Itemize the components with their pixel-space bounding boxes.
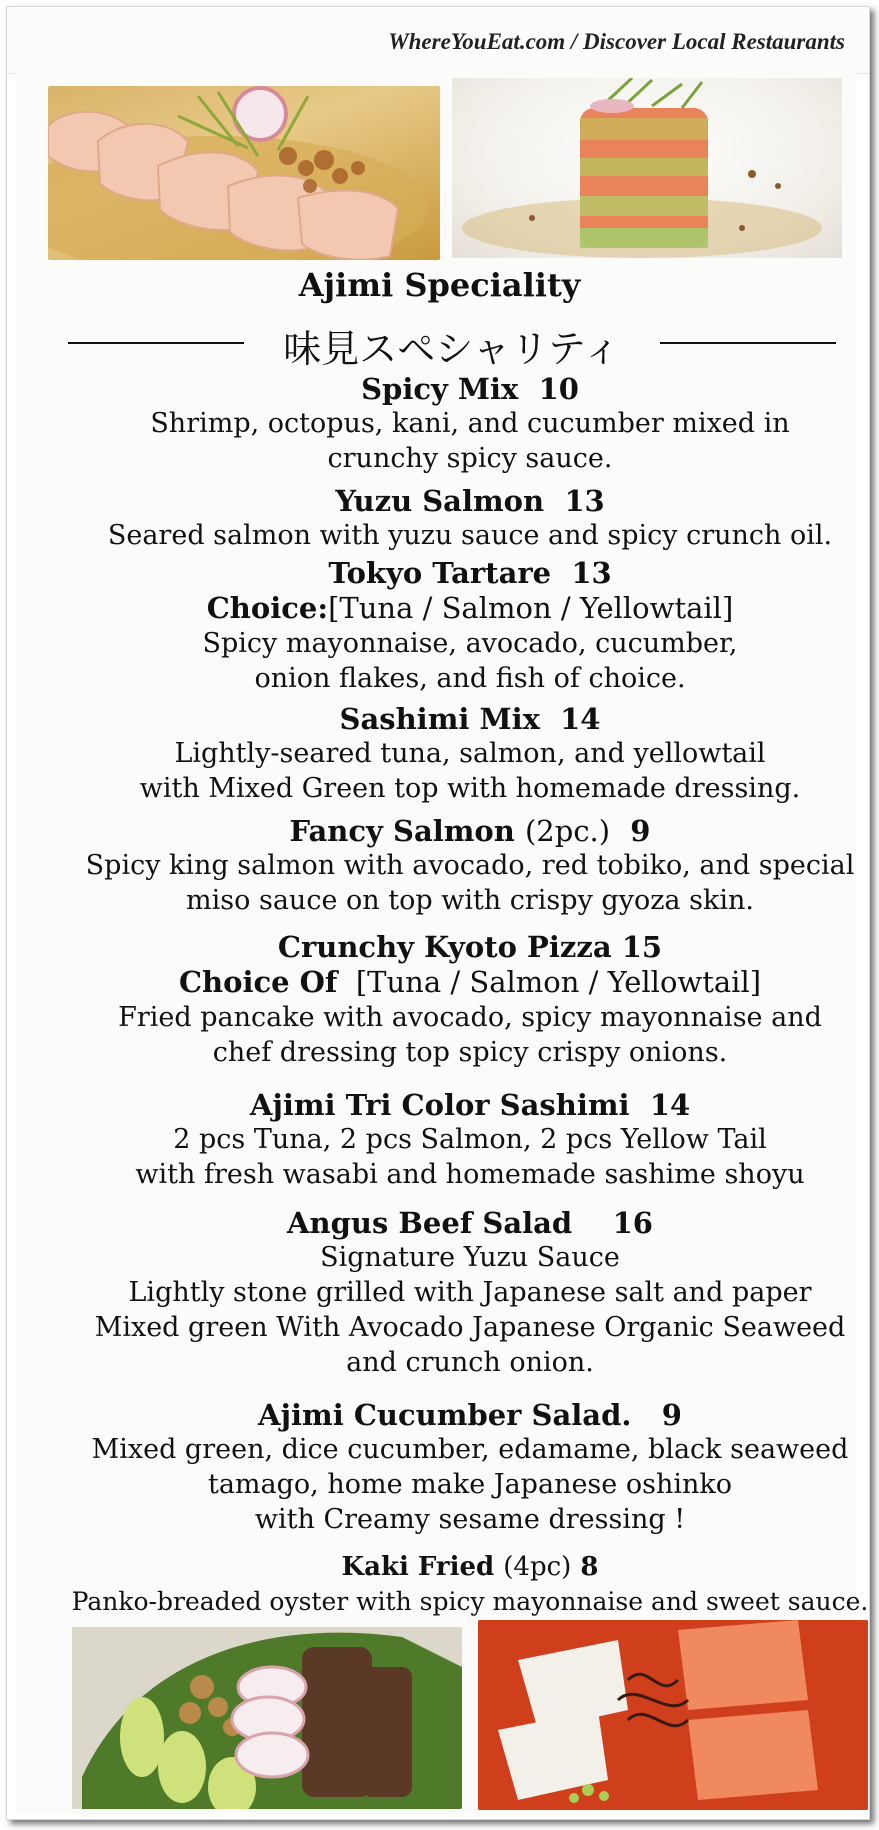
item-description: Seared salmon with yuzu sauce and spicy crunch oil. — [107, 520, 833, 551]
item-description: Signature Yuzu Sauce Lightly stone grilled with Japanese salt and paper Mixed green With Avocado Japanese Organic Seaweed and crunch onion. — [94, 1242, 846, 1378]
site-header-title[interactable]: WhereYouEat.com / Discover Local Restaurants — [388, 29, 845, 54]
item-name: Tokyo Tartare 13 — [328, 556, 612, 590]
item-price: 9 — [630, 814, 651, 848]
menu-item — [70, 372, 870, 476]
item-description: Mixed green, dice cucumber, edamame, black seaweed tamago, home make Japanese oshinko with Creamy sesame dressing ! — [91, 1434, 849, 1535]
item-description: Fried pancake with avocado, spicy mayonnaise and chef dressing top spicy crispy onions. — [118, 1002, 822, 1068]
beef-salad-photo — [72, 1627, 462, 1809]
item-description: Lightly-seared tuna, salmon, and yellowtail with Mixed Green top with homemade dressing. — [139, 738, 801, 804]
item-price: 10 — [538, 372, 579, 406]
item-quantity: (4pc) — [503, 1552, 572, 1582]
item-description: Panko-breaded oyster with spicy mayonnaise and sweet sauce. — [71, 1587, 869, 1616]
item-name: Spicy Mix 10 — [361, 372, 579, 406]
item-price: 14 — [649, 1088, 691, 1122]
menu-item — [70, 1398, 870, 1537]
item-price: 15 — [621, 930, 663, 964]
item-price: 8 — [580, 1552, 599, 1582]
menu-item — [70, 930, 870, 1070]
menu-item — [70, 702, 870, 806]
item-price: 13 — [564, 484, 605, 518]
section-title: Ajimi Speciality — [298, 266, 581, 304]
site-header-bar — [7, 7, 869, 74]
item-name: Yuzu Salmon 13 — [335, 484, 605, 518]
item-name: Kaki Fried (4pc) 8 — [341, 1552, 599, 1582]
item-price: 13 — [571, 556, 612, 590]
menu-item — [70, 484, 870, 553]
item-description: 2 pcs Tuna, 2 pcs Salmon, 2 pcs Yellow Tail with fresh wasabi and homemade sashime shoyu — [135, 1124, 805, 1190]
menu-item — [70, 556, 870, 696]
item-name: Sashimi Mix 14 — [339, 702, 601, 736]
seared-salmon-photo — [48, 86, 440, 260]
title-rule-right — [660, 342, 836, 344]
item-name: Angus Beef Salad 16 — [287, 1206, 653, 1240]
item-choice: Choice Of [Tuna / Salmon / Yellowtail] — [178, 965, 762, 999]
item-choice: Choice:[Tuna / Salmon / Yellowtail] — [206, 591, 734, 625]
item-description: Spicy king salmon with avocado, red tobiko, and special miso sauce on top with crispy gyoza skin. — [85, 850, 855, 916]
item-name: Ajimi Tri Color Sashimi 14 — [249, 1088, 691, 1122]
item-name: Fancy Salmon (2pc.) 9 — [289, 814, 651, 848]
item-price: 9 — [661, 1398, 682, 1432]
item-name: Crunchy Kyoto Pizza 15 — [277, 930, 663, 964]
item-name: Ajimi Cucumber Salad. 9 — [258, 1398, 682, 1432]
menu-item — [70, 1550, 870, 1619]
sashimi-bowl-photo — [478, 1620, 868, 1810]
title-rule-left — [68, 342, 244, 344]
section-title-jp: 味見スペシャリティ — [283, 327, 621, 371]
item-price: 14 — [560, 702, 601, 736]
item-price: 16 — [612, 1206, 653, 1240]
menu-item — [70, 1206, 870, 1380]
item-description: Spicy mayonnaise, avocado, cucumber, onion flakes, and fish of choice. — [202, 628, 738, 694]
section-title-jp-row — [66, 318, 836, 370]
item-quantity: (2pc.) — [524, 814, 611, 848]
menu-item — [70, 1088, 870, 1192]
tartare-tower-photo — [452, 78, 842, 258]
item-description: Shrimp, octopus, kani, and cucumber mixed in crunchy spicy sauce. — [150, 408, 790, 474]
menu-item — [70, 814, 870, 918]
